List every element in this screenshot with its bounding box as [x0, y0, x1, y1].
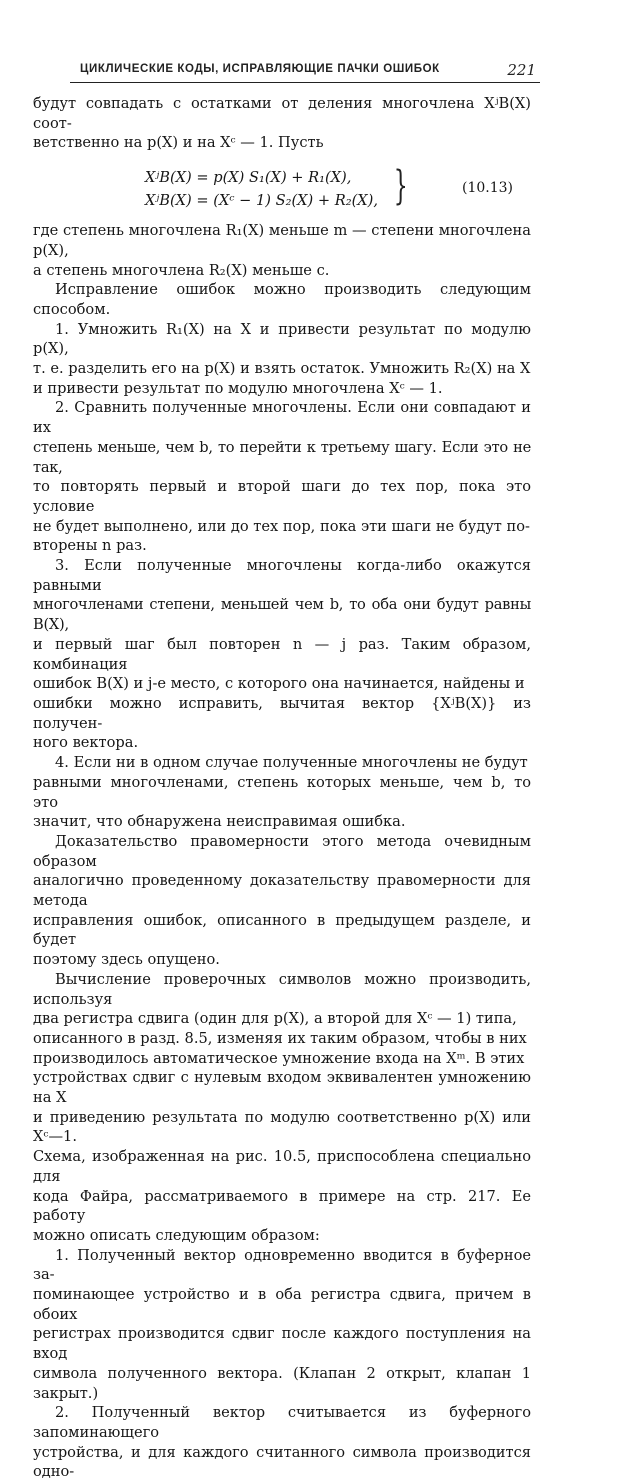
text-line: и первый шаг был повторен n — j раз. Таким образом, комбинация — [33, 635, 531, 673]
text-line: два регистра сдвига (один для p(X), а второй для Xᶜ — 1) типа, — [33, 1010, 517, 1028]
page-number: 221 — [507, 61, 536, 79]
text-line: аналогично проведенному доказательству правомерности для метода — [33, 872, 531, 910]
running-head: ЦИКЛИЧЕСКИЕ КОДЫ, ИСПРАВЛЯЮЩИЕ ПАЧКИ ОШИБОК — [80, 63, 440, 75]
text-line: 2. Сравнить полученные многочлены. Если они совпадают и их — [33, 399, 531, 437]
text-line: производилось автоматическое умножение входа на Xᵐ. В этих — [33, 1049, 525, 1067]
paragraph — [33, 556, 531, 753]
text-line: 1. Умножить R₁(X) на X и привести результат по модулю p(X), — [33, 320, 531, 358]
equation-line-2: XʲB(X) = (Xᶜ − 1) S₂(X) + R₂(X), — [145, 192, 378, 210]
text-line: 2. Полученный вектор считывается из буферного запоминающего — [33, 1404, 531, 1441]
text-line: устройствах сдвиг с нулевым входом эквивалентен умножению на X — [33, 1069, 531, 1107]
text-line: ного вектора. — [33, 734, 139, 752]
text-line: Вычисление проверочных символов можно производить, используя — [33, 970, 531, 1008]
text-line: кода Файра, рассматриваемого в примере на стр. 217. Ее работу — [33, 1187, 531, 1225]
text-line: будут совпадать с остатками от деления многочлена XʲB(X) соот- — [33, 95, 531, 132]
text-line: ошибок B(X) и j-е место, с которого она начинается, найдены и — [33, 675, 525, 693]
text-line: описанного в разд. 8.5, изменяя их таким образом, чтобы в них — [33, 1029, 527, 1047]
text-line: многочленами степени, меньшей чем b, то оба они будут равны B(X), — [33, 596, 531, 634]
text-line: где степень многочлена R₁(X) меньше m — степени многочлена p(X), — [33, 222, 531, 259]
text-line: т. е. разделить его на p(X) и взять остаток. Умножить R₂(X) на X — [33, 360, 531, 378]
text-line: поминающее устройство и в оба регистра сдвига, причем в обоих — [33, 1286, 531, 1323]
text-line: степень меньше, чем b, то перейти к третьему шагу. Если это не так, — [33, 438, 531, 476]
text-line: Схема, изображенная на рис. 10.5, приспособлена специально для — [33, 1148, 531, 1185]
text-line: исправления ошибок, описанного в предыдущем разделе, и будет — [33, 911, 531, 949]
paragraph — [33, 832, 531, 970]
paragraph — [33, 1403, 531, 1482]
body-text — [33, 94, 531, 1482]
paragraph — [33, 753, 531, 832]
paragraph — [33, 970, 531, 1246]
text-line: и приведению результата по модулю соответственно p(X) или Xᶜ—1. — [33, 1108, 531, 1146]
text-line: регистрах производится сдвиг после каждого поступления на вход — [33, 1325, 531, 1363]
text-line: и привести результат по модулю многочлена Xᶜ — 1. — [33, 379, 443, 397]
text-line: вторены n раз. — [33, 537, 147, 555]
paragraph — [33, 1246, 531, 1404]
text-line: а степень многочлена R₂(X) меньше c. — [33, 261, 330, 279]
equation-line-1: XʲB(X) = p(X) S₁(X) + R₁(X), — [145, 169, 352, 187]
right-brace: } — [393, 163, 408, 210]
text-line: ветственно на p(X) и на Xᶜ — 1. Пусть — [33, 134, 324, 152]
text-line: Доказательство правомерности этого метода очевидным образом — [33, 832, 531, 870]
text-line: ошибки можно исправить, вычитая вектор {XʲB(X)} из получен- — [33, 694, 531, 732]
text-line: то повторять первый и второй шаги до тех пор, пока это условие — [33, 478, 531, 515]
paragraph — [33, 221, 531, 280]
paragraph — [33, 398, 531, 556]
text-line: можно описать следующим образом: — [33, 1226, 320, 1244]
intro-paragraph — [33, 94, 531, 153]
paragraph — [33, 320, 531, 399]
text-line: значит, что обнаружена неисправимая ошибка. — [33, 813, 406, 831]
text-line: Исправление ошибок можно производить следующим способом. — [33, 281, 531, 318]
text-line: 4. Если ни в одном случае полученные многочлены не будут — [55, 754, 528, 772]
text-line: поэтому здесь опущено. — [33, 951, 220, 969]
paragraph — [33, 280, 531, 319]
page-header — [70, 60, 540, 83]
paragraphs — [33, 221, 531, 1482]
text-line: равными многочленами, степень которых меньше, чем b, то это — [33, 773, 531, 811]
equation-number: (10.13) — [461, 180, 513, 197]
equation-10-13 — [33, 165, 531, 215]
text-line: 3. Если полученные многочлены когда-либо окажутся равными — [33, 557, 531, 594]
text-line: 1. Полученный вектор одновременно вводится в буферное за- — [33, 1246, 531, 1284]
text-line: не будет выполнено, или до тех пор, пока эти шаги не будут по- — [33, 517, 530, 535]
text-line: устройства, и для каждого считанного символа производится одно- — [33, 1443, 531, 1481]
text-line: символа полученного вектора. (Клапан 2 открыт, клапан 1 закрыт.) — [33, 1364, 531, 1402]
